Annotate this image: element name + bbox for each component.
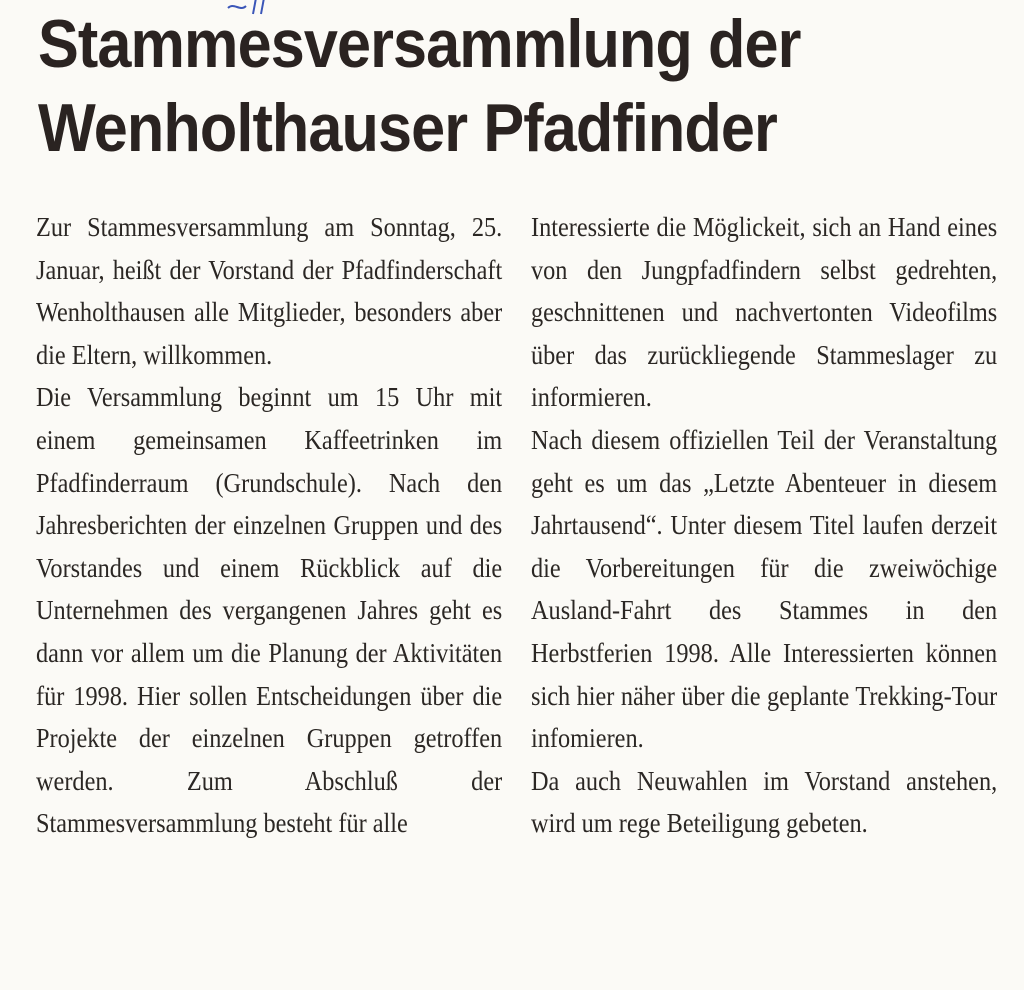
paragraph: Zur Stammesversammlung am Sonntag, 25. Januar, heißt der Vorstand der Pfadfinderschaft Wenholthausen alle Mitglieder, besonders aber die Eltern, willkommen. <box>36 212 503 370</box>
article-column-right <box>531 206 998 845</box>
headline-line-2: Wenholthauser Pfadfinder <box>38 90 777 166</box>
paragraph: Da auch Neuwahlen im Vorstand anstehen, wird um rege Beteiligung gebeten. <box>531 765 998 839</box>
headline-line-1: Stammesversammlung der <box>38 6 801 82</box>
paragraph: Nach diesem offiziellen Teil der Veranstaltung geht es um das „Letzte Abenteuer in diesem Jahrtausend“. Unter diesem Titel laufen derzeit die Vorbereitungen für die zweiwöchige Ausland-Fahrt des Stammes in den Herbstferien 1998. Alle Interessierten können sich hier näher über die geplante Trekking-Tour infomieren. <box>531 424 998 754</box>
paragraph: Die Versammlung beginnt um 15 Uhr mit einem gemeinsamen Kaffeetrinken im Pfadfinderraum (Grundschule). Nach den Jahresberichten der einzelnen Gruppen und des Vorstandes und einem Rückblick auf die Unternehmen des vergangenen Jahres geht es dann vor allem um die Planung der Aktivitäten für 1998. Hier sollen Entscheidungen über die Projekte der einzelnen Gruppen getroffen werden. Zum Abschluß der Stammesversammlung besteht für alle <box>36 382 503 839</box>
paragraph: Interessierte die Möglickeit, sich an Hand eines von den Jungpfadfindern selbst gedrehten, geschnittenen und nachvertonten Videofilms über das zurückliegende Stammeslager zu informieren. <box>531 212 998 413</box>
article-headline <box>38 2 902 170</box>
article-column-left <box>36 206 503 845</box>
